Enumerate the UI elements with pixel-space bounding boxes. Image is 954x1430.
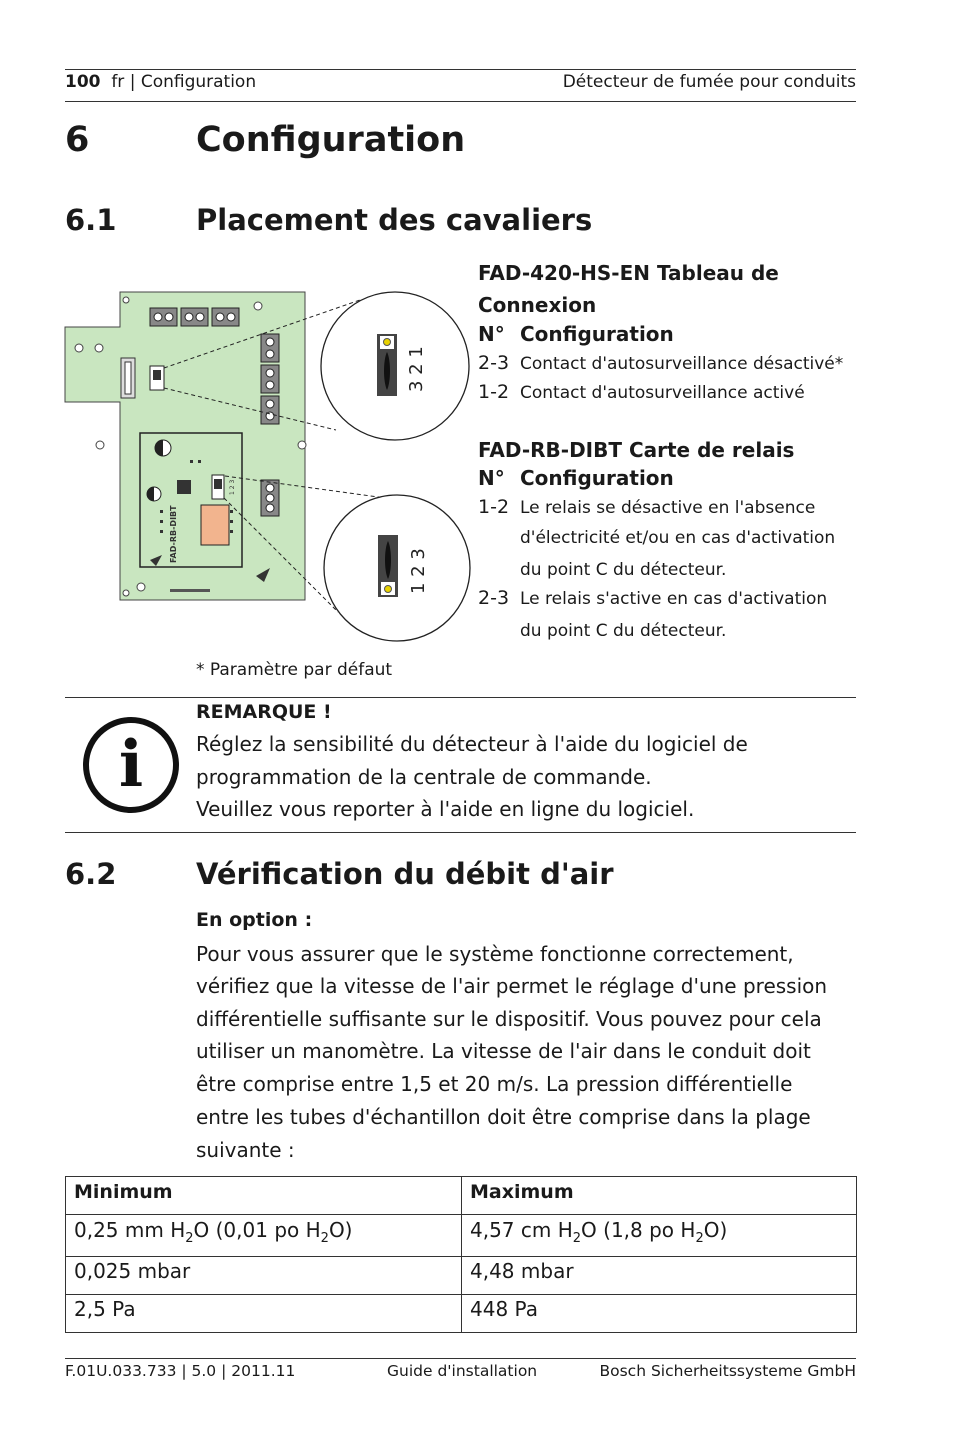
- table-cell-min: 0,25 mm $H_2O$ (0,01 po $H_2O$): [66, 1215, 462, 1257]
- board1-row-text: Contact d'autosurveillance désactivé*: [520, 354, 844, 374]
- footer-doc-id: F.01U.033.733 | 5.0 | 2011.11: [65, 1362, 296, 1380]
- header-rule-bottom: [65, 101, 856, 102]
- relay-component: [201, 505, 229, 545]
- paragraph-line: différentielle suffisante sur le dispositif. Vous pouvez pour cela: [196, 1007, 822, 1031]
- table-header-maximum: Maximum: [462, 1177, 857, 1215]
- top-terminal-blocks: [150, 308, 239, 326]
- board1-title-line2: Connexion: [478, 293, 597, 317]
- board2-row-no: 1-2: [478, 496, 510, 518]
- table-header-row: [66, 1177, 857, 1215]
- board2-col-no: N°: [478, 466, 505, 490]
- table-cell-max: 448 Pa: [462, 1295, 857, 1333]
- board2-title: FAD-RB-DIBT Carte de relais: [478, 438, 795, 462]
- table-cell-min: 2,5 Pa: [66, 1295, 462, 1333]
- header-rule-top: [65, 69, 856, 70]
- board2-row-text-cont: du point C du détecteur.: [520, 621, 727, 641]
- paragraph-line: être comprise entre 1,5 et 20 m/s. La pression différentielle: [196, 1072, 793, 1096]
- footnote-default: * Paramètre par défaut: [196, 660, 393, 680]
- jumper-placement-figure: [60, 285, 475, 650]
- table-row: [66, 1257, 857, 1295]
- table-cell-max: 4,57 cm $H_2O$ (1,8 po $H_2O$): [462, 1215, 857, 1257]
- footer-doc-type: Guide d'installation: [387, 1362, 538, 1380]
- paragraph-line: vérifiez que la vitesse de l'air permet le réglage d'une pression: [196, 974, 828, 998]
- note-rule-bottom: [65, 832, 856, 833]
- note-rule-top: [65, 697, 856, 698]
- note-line: Veuillez vous reporter à l'aide en ligne du logiciel.: [196, 797, 695, 821]
- board1-col-no: N°: [478, 322, 505, 346]
- board1-title-line1: FAD-420-HS-EN Tableau de: [478, 261, 779, 285]
- note-title: REMARQUE !: [196, 701, 332, 723]
- board2-row-text-cont: d'électricité et/ou en cas d'activation: [520, 528, 836, 548]
- board1-col-config: Configuration: [520, 322, 674, 346]
- board2-row: [478, 587, 827, 609]
- info-icon: i: [83, 717, 179, 813]
- pressure-range-table: [65, 1176, 857, 1333]
- board1-row-text: Contact d'autosurveillance activé: [520, 383, 805, 403]
- zoom2-pin-label: 1 2 3: [408, 548, 429, 594]
- note-line: programmation de la centrale de commande.: [196, 765, 652, 789]
- paragraph-line: utiliser un manomètre. La vitesse de l'air dans le conduit doit: [196, 1039, 811, 1063]
- board2-col-config: Configuration: [520, 466, 674, 490]
- relay-board-label: FAD-RB-DIBT: [169, 505, 178, 563]
- note-line: Réglez la sensibilité du détecteur à l'aide du logiciel de: [196, 732, 748, 756]
- footer-rule: [65, 1358, 856, 1359]
- board2-row: [478, 496, 815, 518]
- chapter-number: 6: [65, 120, 90, 160]
- header-doc-title: Détecteur de fumée pour conduits: [562, 72, 856, 92]
- board1-row-no: 1-2: [478, 381, 510, 403]
- table-cell-min: 0,025 mbar: [66, 1257, 462, 1295]
- option-label: En option :: [196, 909, 313, 931]
- board1-row-no: 2-3: [478, 352, 510, 374]
- board2-row-text: Le relais se désactive en l'absence: [520, 498, 816, 518]
- relay-pin-label: 1 2 3: [229, 479, 236, 495]
- paragraph-line: suivante :: [196, 1138, 295, 1162]
- paragraph-line: Pour vous assurer que le système fonctionne correctement,: [196, 942, 794, 966]
- table-cell-max: 4,48 mbar: [462, 1257, 857, 1295]
- page-number: 100: [65, 72, 101, 92]
- board2-column-headers: [478, 466, 674, 490]
- board1-row: [478, 352, 843, 374]
- table-header-minimum: Minimum: [66, 1177, 462, 1215]
- running-header-left: [65, 72, 256, 92]
- zoom1-pin-label: 3 2 1: [406, 346, 427, 392]
- table-row: [66, 1295, 857, 1333]
- board1-column-headers: [478, 322, 674, 346]
- board2-row-text-cont: du point C du détecteur.: [520, 560, 727, 580]
- footer-company: Bosch Sicherheitssysteme GmbH: [599, 1362, 856, 1380]
- paragraph-line: entre les tubes d'échantillon doit être comprise dans la plage: [196, 1105, 811, 1129]
- section-6-2-title: Vérification du débit d'air: [196, 857, 614, 891]
- board1-row: [478, 381, 805, 403]
- section-6-1-number: 6.1: [65, 203, 117, 237]
- board2-row-text: Le relais s'active en cas d'activation: [520, 589, 828, 609]
- table-row: [66, 1215, 857, 1257]
- section-6-2-number: 6.2: [65, 857, 117, 891]
- chapter-title: Configuration: [196, 120, 466, 160]
- section-6-1-title: Placement des cavaliers: [196, 203, 593, 237]
- board2-row-no: 2-3: [478, 587, 510, 609]
- header-section: fr | Configuration: [111, 72, 257, 92]
